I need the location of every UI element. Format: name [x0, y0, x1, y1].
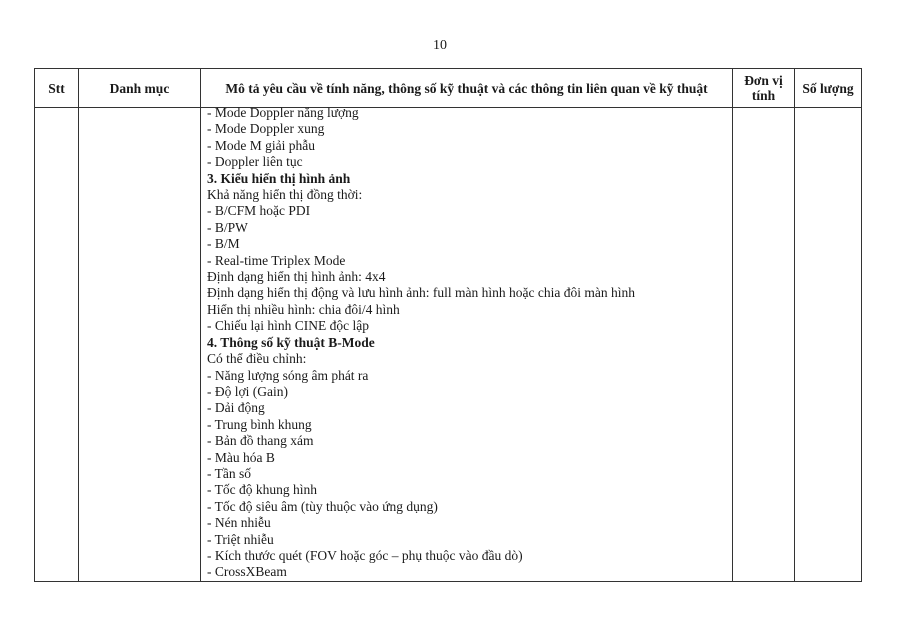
- description-line: Định dạng hiển thị hình ảnh: 4x4: [207, 269, 386, 285]
- description-cell: [207, 105, 727, 581]
- description-line: - Doppler liên tục: [207, 154, 303, 170]
- description-line: - Trung bình khung: [207, 416, 312, 432]
- header-unit-line1: Đơn vị: [744, 73, 783, 88]
- column-divider: [78, 69, 79, 581]
- page-number: 10: [433, 38, 447, 53]
- description-line: - Kích thước quét (FOV hoặc góc – phụ thuộc vào đầu dò): [207, 547, 523, 563]
- description-line: - Tốc độ siêu âm (tùy thuộc vào ứng dụng): [207, 498, 438, 514]
- description-line: - CrossXBeam: [207, 564, 287, 580]
- section-heading: 4. Thông số kỹ thuật B-Mode: [207, 334, 375, 350]
- description-line: - Tần số: [207, 465, 251, 481]
- header-unit: [733, 69, 794, 107]
- description-line: Có thể điều chỉnh:: [207, 351, 307, 367]
- header-quantity: Số lượng: [802, 80, 854, 96]
- description-line: Định dạng hiển thị động và lưu hình ảnh: full màn hình hoặc chia đôi màn hình: [207, 285, 635, 301]
- description-line: - Bản đồ thang xám: [207, 433, 314, 449]
- header-stt: Stt: [48, 80, 65, 96]
- description-line: Khả năng hiển thị đồng thời:: [207, 187, 363, 203]
- description-line: - B/M: [207, 236, 240, 252]
- description-line: - Triệt nhiễu: [207, 531, 274, 547]
- description-line: - Năng lượng sóng âm phát ra: [207, 367, 369, 383]
- description-line: - Mode Doppler xung: [207, 121, 325, 137]
- section-heading: 3. Kiểu hiển thị hình ảnh: [207, 170, 351, 186]
- description-line: - B/PW: [207, 219, 248, 235]
- description-line: - Màu hóa B: [207, 449, 275, 465]
- description-line: - Dải động: [207, 400, 265, 416]
- description-line: - Mode M giải phẫu: [207, 137, 315, 153]
- description-line: Hiển thị nhiều hình: chia đôi/4 hình: [207, 301, 400, 317]
- spec-table: [34, 68, 862, 582]
- description-line: - Độ lợi (Gain): [207, 383, 288, 399]
- description-line: - Real-time Triplex Mode: [207, 252, 346, 268]
- description-line: - Tốc độ khung hình: [207, 482, 317, 498]
- description-line: - Mode Doppler năng lượng: [207, 105, 359, 120]
- header-description: Mô tả yêu cầu về tính năng, thông số kỹ thuật và các thông tin liên quan về kỹ thuật: [225, 80, 708, 96]
- header-category: Danh mục: [109, 80, 170, 96]
- column-divider: [732, 69, 733, 581]
- header-unit-line2: tính: [751, 88, 776, 103]
- column-divider: [200, 69, 201, 581]
- description-line: - Chiếu lại hình CINE độc lập: [207, 318, 369, 334]
- column-divider: [794, 69, 795, 581]
- description-line: - B/CFM hoặc PDI: [207, 203, 311, 219]
- description-line: - Nén nhiễu: [207, 515, 271, 531]
